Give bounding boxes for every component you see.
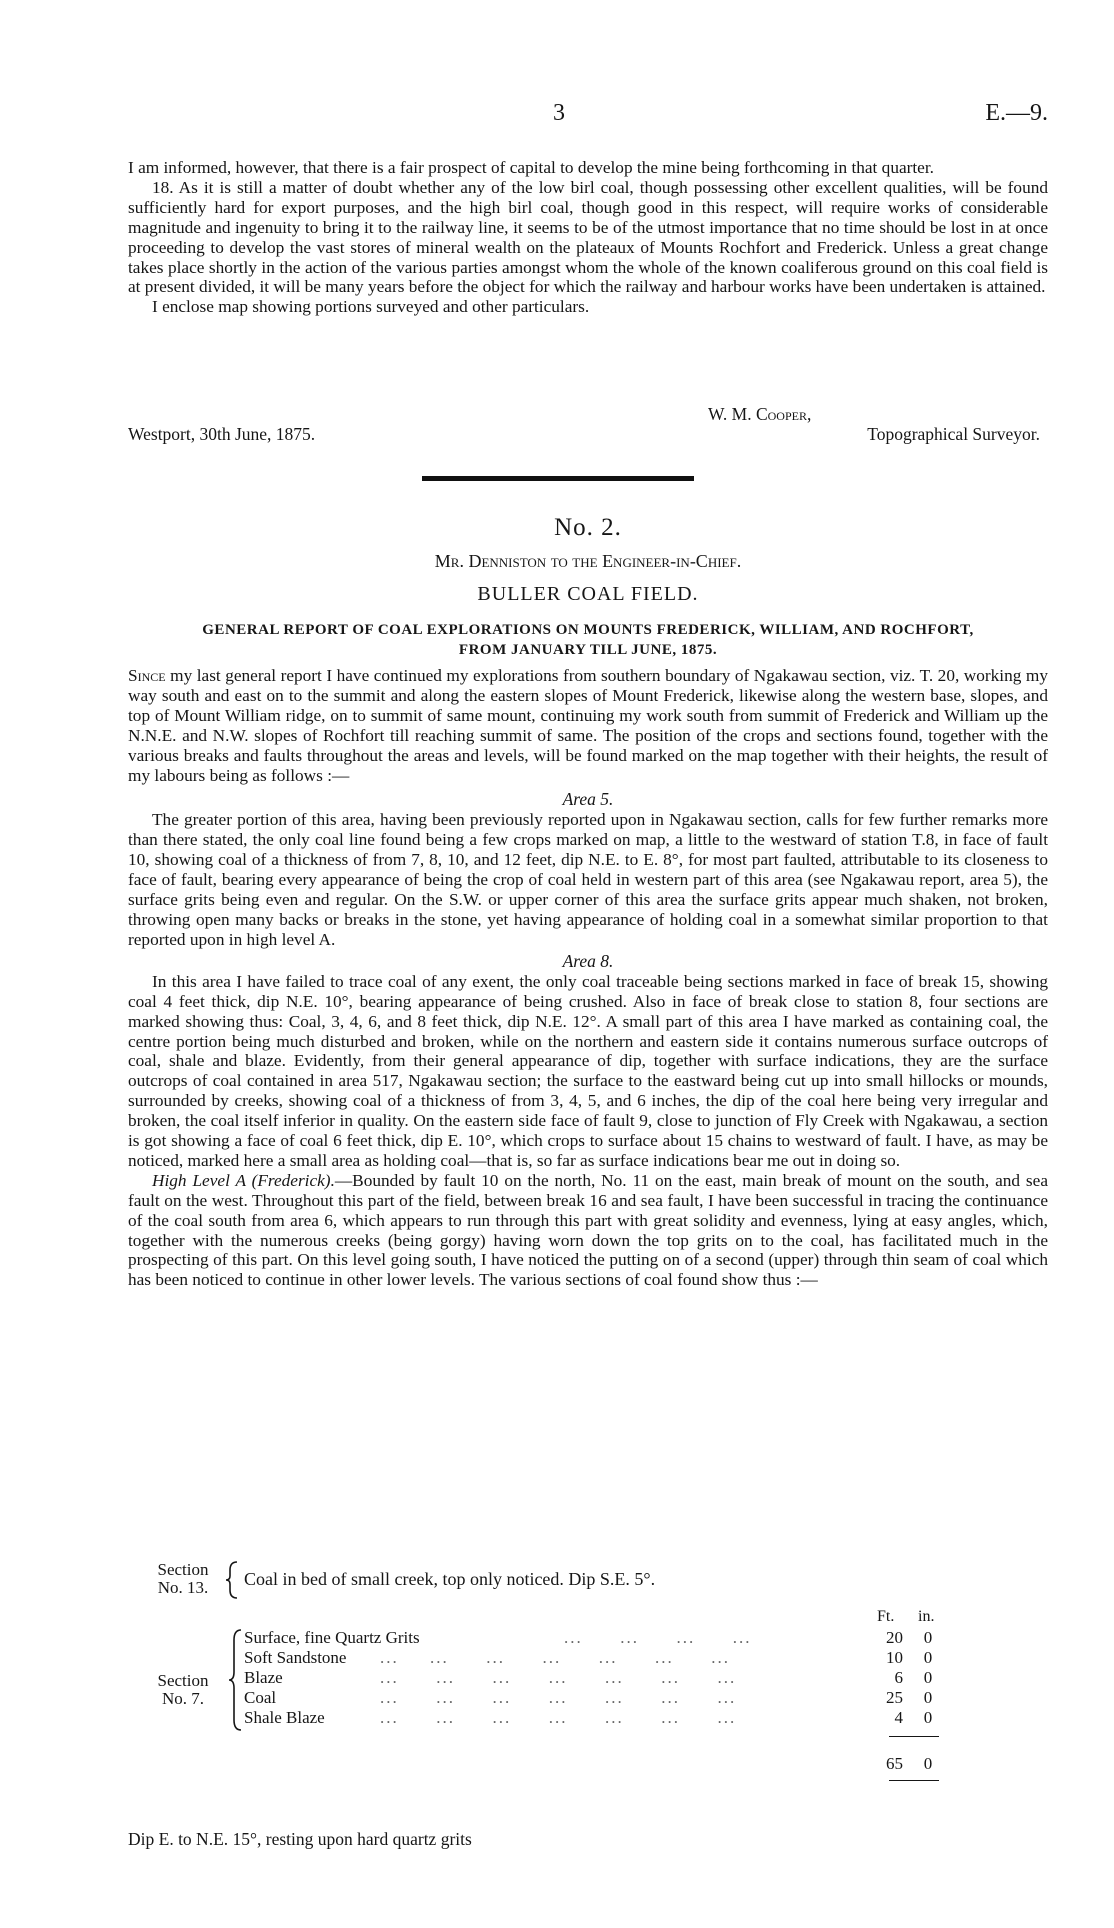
table-row (244, 1648, 944, 1667)
thickness-feet: 25 (886, 1688, 903, 1707)
signer-name: W. M. Cooper, (708, 404, 812, 424)
stratum-name: Soft Sandstone (244, 1648, 347, 1667)
since-paragraph (128, 666, 1048, 785)
area-5-heading: Area 5. (562, 789, 614, 810)
thickness-inches: 0 (923, 1688, 933, 1707)
stratum-name: Blaze (244, 1668, 283, 1687)
section-7-label-line-2: No. 7. (161, 1689, 205, 1708)
section-13-label-line-2: No. 13. (157, 1578, 209, 1597)
table-row (244, 1708, 944, 1727)
page-header (128, 100, 1048, 134)
intro-paragraph-3: I enclose map showing portions surveyed and other particulars. (152, 297, 590, 317)
report-body (128, 666, 1048, 1290)
section-7-table (244, 1608, 964, 1828)
high-level-heading: High Level A (Frederick). (152, 1170, 335, 1190)
section-13-label (146, 1561, 220, 1597)
total-rule (889, 1780, 939, 1781)
report-number: No. 2. (554, 514, 622, 541)
area-8-heading: Area 8. (562, 950, 614, 971)
thickness-inches: 0 (923, 1668, 933, 1687)
section-7-brace (227, 1628, 243, 1732)
area-8-paragraph: In this area I have failed to trace coal of any exent, the only coal traceable being sections marked in face of break 15, showing coal 4 feet thick, dip N.E. 10°, bearing appearance of being crushed. Also in face of break close to station 8, four sections are marked showing thus: Coal, 3, 4, 6, and 8 feet thick, dip N.E. 12°. A small part of this area I have marked as containing coal, the centre portion being much disturbed and broken, while on the northern and eastern side it contains numerous surface outcrops of coal, shale and blaze. Evidently, from their general appearance of dip, together with surface indications, they are the surface outcrops of coal contained in area 517, Ngakawau section; the surface to the eastward being cut up into small hillocks or mounds, surrounded by creeks, showing coal of a thickness of from 3, 4, 5, and 6 inches, the dip of the coal here being very irregular and broken, the coal itself inferior in quality. On the eastern side face of fault 9, close to junction of Fly Creek with Ngakawau, a section is got showing a face of coal 6 feet thick, dip E. 10°, which crops to surface about 15 chains to westward of fault. I have, as may be noticed, marked here a small area as holding coal—that is, so far as surface indications bear me out in doing so. (128, 971, 1048, 1170)
total-feet: 65 (886, 1754, 903, 1773)
column-inches-header: in. (918, 1608, 935, 1625)
dip-note: Dip E. to N.E. 15°, resting upon hard quartz grits (128, 1829, 472, 1849)
intro-block (128, 158, 1048, 317)
stratum-name: Coal (244, 1688, 277, 1707)
stratum-name: Shale Blaze (244, 1708, 325, 1727)
page-number: 3 (553, 100, 565, 126)
section-13-label-line-1: Section (157, 1560, 209, 1579)
thickness-feet: 4 (894, 1708, 903, 1727)
section-13-text: Coal in bed of small creek, top only noticed. Dip S.E. 5°. (244, 1569, 656, 1589)
total-inches: 0 (923, 1754, 933, 1773)
table-row (244, 1628, 944, 1647)
signer-title: Topographical Surveyor. (867, 424, 1040, 444)
report-title (128, 620, 1048, 660)
section-7-label-line-1: Section (157, 1671, 209, 1690)
leader-dots: ... ... ... ... (564, 1628, 752, 1647)
leader-dots: ... ... ... ... ... ... ... (380, 1668, 737, 1687)
thickness-feet: 20 (886, 1628, 903, 1647)
sum-rule (889, 1736, 939, 1737)
report-title-line-2: FROM JANUARY TILL JUNE, 1875. (458, 642, 718, 658)
thickness-feet: 6 (894, 1668, 903, 1687)
since-word: Since (128, 666, 166, 685)
thickness-inches: 0 (923, 1628, 933, 1647)
coal-field-title: BULLER COAL FIELD. (477, 583, 699, 605)
table-row (244, 1668, 944, 1687)
signature-block (128, 404, 1048, 450)
leader-dots: ... ... ... ... ... ... ... (380, 1688, 737, 1707)
thickness-feet: 10 (886, 1648, 903, 1667)
thickness-inches: 0 (923, 1648, 933, 1667)
table-row (244, 1688, 944, 1707)
column-feet-header: Ft. (877, 1608, 895, 1625)
high-level-text: —Bounded by fault 10 on the north, No. 11 on the east, main break of mount on the south, and sea fault on the west. Throughout this part of the field, between break 16 and sea fault, I have been successful in tracing the continuance of the coal south from area 6, which appears to run through this part with great solidity and evenness, lying at easy angles, which, together with the numerous creeks (being gorgy) having worn down the top grits on to the coal, has facilitated much in the prospecting of this part. On this level going south, I have noticed the putting on of a second (upper) through thin seam of coal which has been noticed to continue in other lower levels. The various sections of coal found show thus :— (128, 1170, 1048, 1290)
leader-dots: ... ... ... ... ... ... ... (380, 1708, 737, 1727)
section-13-brace (224, 1560, 240, 1600)
section-divider (422, 476, 694, 481)
report-from-to: Mr. Denniston to the Engineer-in-Chief. (434, 551, 742, 571)
intro-paragraph-2: 18. As it is still a matter of doubt whether any of the low birl coal, though possessing other excellent qualities, will be found sufficiently hard for export purposes, and the high birl coal, though good in this respect, will require works of considerable magnitude and ingenuity to bring it to the railway line, it seems to be of the utmost importance that no time should be lost in at once proceeding to develop the vast stores of mineral wealth on the plateaux of Mounts Rochfort and Frederick. Unless a great change takes place shortly in the action of the various parties amongst whom the whole of the known coaliferous ground on this coal field is at present divided, it will be many years before the object for which the railway and harbour works have been undertaken is attained. (128, 177, 1048, 297)
high-level-paragraph (128, 1171, 1048, 1290)
stratum-name: Surface, fine Quartz Grits (244, 1628, 420, 1647)
table-total-row (244, 1754, 944, 1773)
report-title-line-1: GENERAL REPORT OF COAL EXPLORATIONS ON MOUNTS FREDERICK, WILLIAM, AND ROCHFORT, (202, 622, 974, 638)
intro-paragraph-1: I am informed, however, that there is a fair prospect of capital to develop the mine being forthcoming in that quarter. (128, 158, 934, 177)
area-5-paragraph: The greater portion of this area, having been previously reported upon in Ngakawau section, calls for few further remarks more than there stated, the only coal line found being a few crops marked on map, a little to the westward of station T.8, in face of fault 10, showing coal of a thickness of from 7, 8, 10, and 12 feet, dip N.E. to E. 8°, for most part faulted, attributable to its closeness to face of fault, bearing every appearance of being the crop of coal held in western part of this area (see Ngakawau report, area 5), the surface grits being even and regular. On the S.W. or upper corner of this area the surface grits appear much shaken, not broken, throwing open many backs or breaks in the stone, yet having appearance of holding coal in a somewhat similar proportion to that reported upon in high level A. (128, 810, 1048, 949)
section-7-label (146, 1672, 220, 1708)
since-text: my last general report I have continued my explorations from southern boundary of Ngakawau section, viz. T. 20, working my way south and east on to the summit and along the eastern slopes of Mount Frederick, likewise along the western base, slopes, and top of Mount William ridge, on to summit of same mount, continuing my work south from summit of Frederick and William up the N.N.E. and N.W. slopes of Rochfort till reaching summit of same. The position of the crops and sections found, together with the various breaks and faults throughout the areas and levels, will be found marked on the map together with their heights, the result of my labours being as follows :— (128, 666, 1048, 785)
leader-dots: ... ... ... ... ... ... ... (380, 1648, 730, 1667)
thickness-inches: 0 (923, 1708, 933, 1727)
signature-place-date: Westport, 30th June, 1875. (128, 424, 316, 444)
page-reference: E.—9. (985, 100, 1048, 126)
